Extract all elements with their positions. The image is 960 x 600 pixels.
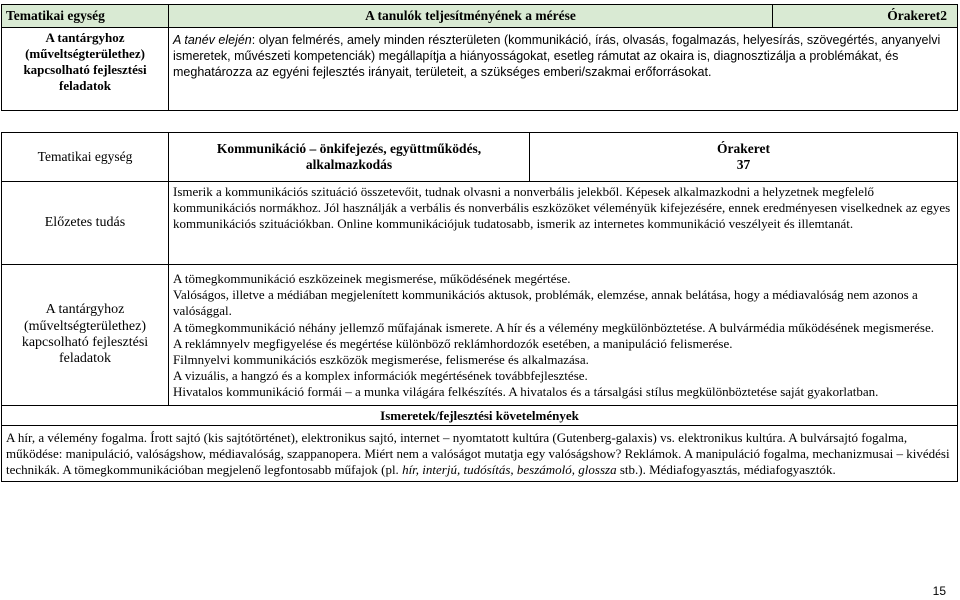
table-row xyxy=(2,265,958,406)
table-row xyxy=(2,182,958,265)
table-assessment xyxy=(1,4,958,111)
italic-lead: A tanév elején xyxy=(173,33,252,47)
list-item: A reklámnyelv megfigyelése és megértése különböző reklámhordozók esetében, a manipuláció felismerése. xyxy=(173,335,733,351)
table-row xyxy=(2,28,958,111)
orakeret-value: 37 xyxy=(736,157,751,172)
header-tematikai-egyseg: Tematikai egység xyxy=(2,5,169,28)
knowledge-part1: A hír, a vélemény fogalma. Írott sajtó (kis sajtótörténet), elektronikus sajtó, internet – nyomtatott kultúra (Gutenberg-galaxis) vs. elektronikus kultúra. A bulvársajtó fogalma, működése: manipuláció, valóságshow, médiavalóság, szappanopera. Miért nem a valóságot mutatja egy valóságshow? Reklámok. A manipuláció fogalma, mechanizmusai – kivédési technikák. A tömegkommunikációban megjelenő legfontosabb műfajok (pl. xyxy=(6,429,950,478)
tasks-list xyxy=(169,265,958,406)
table-row xyxy=(2,425,958,482)
knowledge-text xyxy=(2,425,958,482)
table-row xyxy=(2,405,958,425)
prior-knowledge-text: Ismerik a kommunikációs szituáció összetevőit, tudnak olvasni a nonverbális jelekből. Képesek alkalmazkodni a helyzetnek megfelelő kommunikációs normákhoz. Jól használják a verbális és nonverbális eszközöket véleményük kifejezésére, ennek eredményesen viselkednek az egyes kommunikációs szituációkban. Online kommunikációjuk tudatosabb, ismerik az internetes kommunikáció veszélyeit és illemtanát. xyxy=(169,182,958,265)
header-tematikai-egyseg: Tematikai egység xyxy=(2,133,169,182)
assessment-text: : olyan felmérés, amely minden részterületen (kommunikáció, írás, olvasás, fogalmazás, helyesírás, szövegértés, anyanyelvi ismeretek, művészeti kompetenciák) megállapítja a hiányosságokat, esetleg rámutat az okaira is, diagnosztizálja a problémákat, és meghatározza az egyéni fejlesztés irányait, területeit, a szükséges emberi/szakmai erőforrásokat. xyxy=(173,33,941,79)
header-orakeret: Órakeret2 xyxy=(773,5,958,28)
list-item: Filmnyelvi kommunikációs eszközök megismerése, felismerése és alkalmazása. xyxy=(173,352,589,368)
page-number: 15 xyxy=(932,584,946,598)
table-header-row xyxy=(2,133,958,182)
list-item: Hivatalos kommunikáció formái – a munka világára felkészítés. A hivatalos és a társalgási stílus megkülönböztetése saját gyakorlatban. xyxy=(173,384,879,400)
section-title: Ismeretek/fejlesztési követelmények xyxy=(2,405,958,425)
list-item: Valóságos, illetve a médiában megjelenített kommunikációs aktusok, problémák, elemzése, annak belátása, hogy a médiavalóság nem azonos a valósággal. xyxy=(173,287,918,319)
orakeret-label: Órakeret xyxy=(717,140,770,156)
list-item: A vizuális, a hangzó és a komplex információk megértésének továbbfejlesztése. xyxy=(173,368,588,384)
list-item: A tömegkommunikáció eszközeinek megismerése, működésének megértése. xyxy=(173,271,571,286)
row-body-tasks xyxy=(169,28,958,111)
knowledge-italic: hír, interjú, tudósítás, beszámoló, glossza xyxy=(402,462,617,478)
header-unit-title: A tanulók teljesítményének a mérése xyxy=(169,5,773,28)
unit-title: Kommunikáció – önkifejezés, együttműködés, alkalmazkodás xyxy=(169,133,530,182)
list-item: A tömegkommunikáció néhány jellemző műfajának ismerete. A hír és a vélemény megkülönböztetése. A bulvármédia működésének megismerése. xyxy=(173,319,935,335)
orakeret-cell xyxy=(530,133,958,182)
table-header-row xyxy=(2,5,958,28)
prior-knowledge-label: Előzetes tudás xyxy=(2,182,169,265)
table-communication xyxy=(1,132,958,482)
knowledge-part2: stb.). Médiafogyasztás, médiafogyasztók. xyxy=(616,462,836,478)
row-label-tasks: A tantárgyhoz (műveltségterülethez) kapcsolható fejlesztési feladatok xyxy=(2,28,169,111)
tasks-label: A tantárgyhoz (műveltségterülethez) kapcsolható fejlesztési feladatok xyxy=(2,265,169,406)
